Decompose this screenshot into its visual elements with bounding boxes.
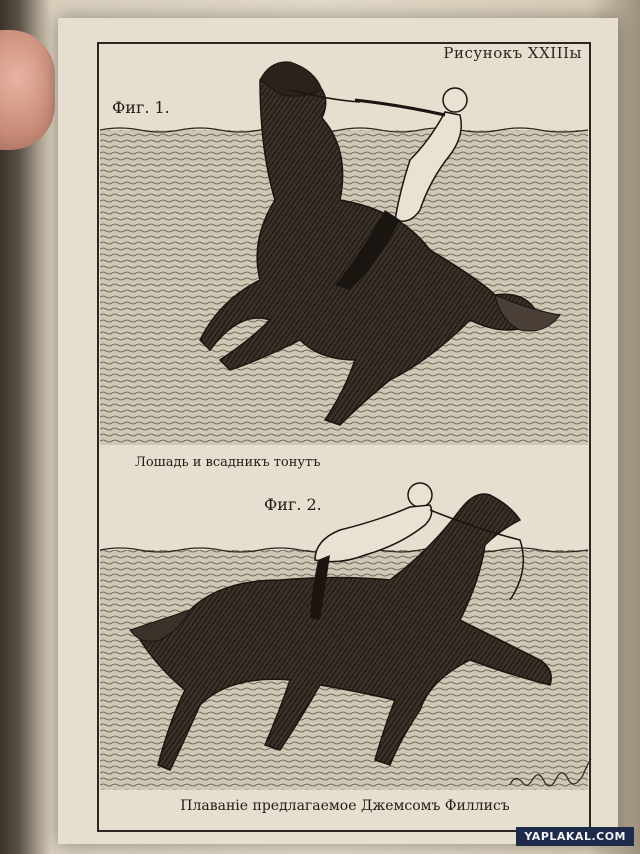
plate-title: Рисунокъ XXIIIы (443, 44, 582, 62)
figure1-label: Фиг. 1. (112, 98, 170, 117)
figure2-caption: Плаванiе предлагаемое Джемсомъ Филлисъ (180, 798, 510, 814)
watermark: YAPLAKAL.COM (516, 827, 634, 846)
figure2-label: Фиг. 2. (264, 495, 322, 514)
artist-signature (505, 755, 595, 795)
figure1-illustration (100, 60, 588, 445)
figure1-caption: Лошадь и всадникъ тонутъ (135, 455, 321, 470)
figure2-illustration (100, 470, 588, 790)
